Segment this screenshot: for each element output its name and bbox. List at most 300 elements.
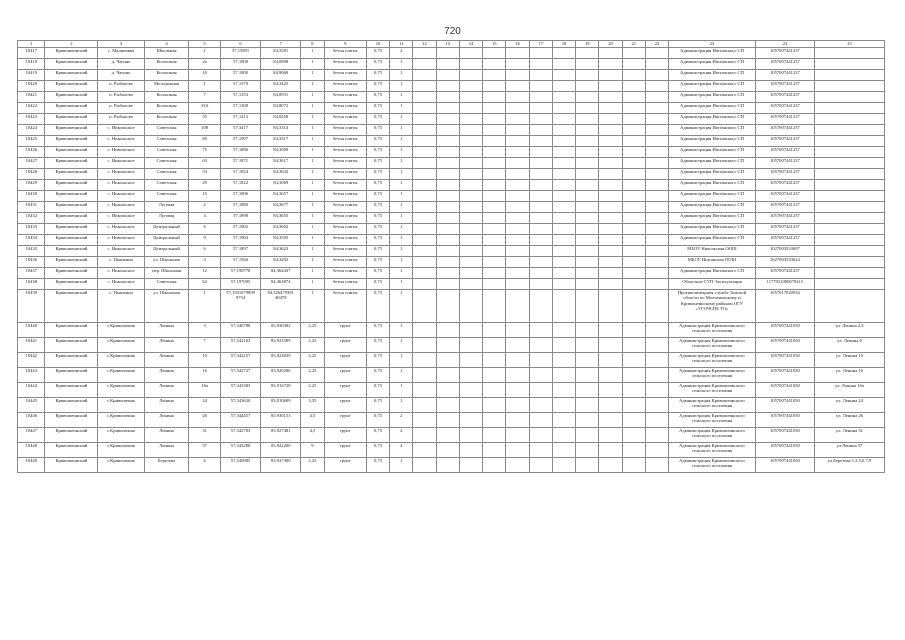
table-cell <box>529 158 552 169</box>
table-cell: с. Никольское <box>98 158 145 169</box>
table-cell <box>529 180 552 191</box>
table-cell <box>436 413 459 428</box>
table-cell: 1057007441050 <box>755 383 814 398</box>
table-cell <box>459 224 482 235</box>
table-cell: 4 <box>390 443 413 458</box>
table-cell: Администрация Кривошеинского сельского поселения <box>669 338 756 353</box>
table-cell: 1057007441050 <box>755 443 814 458</box>
table-cell: Кривошеинский <box>45 268 98 279</box>
table-cell <box>483 103 506 114</box>
table-cell: Кривошеинский <box>45 125 98 136</box>
table-cell <box>552 443 575 458</box>
table-cell <box>645 290 668 323</box>
table-cell: 1 <box>301 81 324 92</box>
table-cell <box>645 279 668 290</box>
table-cell <box>622 180 645 191</box>
table-cell <box>815 147 885 158</box>
table-cell <box>645 180 668 191</box>
table-cell <box>436 48 459 59</box>
table-cell: грунт <box>324 383 366 398</box>
table-cell: МБОУ Никольская ООШ <box>669 246 756 257</box>
table-cell: 6 <box>189 246 221 257</box>
table-cell: 1 <box>390 213 413 224</box>
table-cell <box>645 136 668 147</box>
table-cell <box>622 114 645 125</box>
table-cell <box>576 338 599 353</box>
table-cell <box>506 158 529 169</box>
table-cell: бетон плиты <box>324 213 366 224</box>
table-cell: 10419 <box>18 70 45 81</box>
table-cell: Администрация Иштанского СП <box>669 114 756 125</box>
table-cell: 1057007441237 <box>755 70 814 81</box>
table-cell <box>576 169 599 180</box>
column-number: 15 <box>483 41 506 48</box>
table-cell <box>529 81 552 92</box>
table-cell: с. Никольское <box>98 136 145 147</box>
table-cell <box>552 48 575 59</box>
table-cell: 1057007441237 <box>755 213 814 224</box>
table-row <box>18 257 885 268</box>
table-cell <box>576 235 599 246</box>
table-cell: 83,930153 <box>261 413 301 428</box>
table-cell <box>459 147 482 158</box>
table-cell <box>506 246 529 257</box>
table-cell <box>599 92 622 103</box>
table-cell: 2,25 <box>301 353 324 368</box>
table-cell <box>552 224 575 235</box>
table-cell: бетон плиты <box>324 48 366 59</box>
table-cell <box>459 257 482 268</box>
table-cell: 83,923589 <box>261 338 301 353</box>
column-number: 9 <box>324 41 366 48</box>
table-cell <box>622 136 645 147</box>
table-cell: 0,75 <box>366 279 389 290</box>
table-cell: Луговая <box>144 213 188 224</box>
table-cell <box>413 368 436 383</box>
table-cell: 10444 <box>18 383 45 398</box>
table-cell <box>622 213 645 224</box>
table-cell <box>529 338 552 353</box>
table-cell <box>506 224 529 235</box>
table-cell: грунт <box>324 413 366 428</box>
table-cell <box>815 246 885 257</box>
table-cell: Администрация Иштанского СП <box>669 224 756 235</box>
table-cell: 0,75 <box>366 323 389 338</box>
table-cell: 83,910609 <box>261 398 301 413</box>
table-cell: 0,75 <box>366 290 389 323</box>
table-cell: 3,35 <box>301 398 324 413</box>
table-cell <box>413 268 436 279</box>
table-cell: 1 <box>390 114 413 125</box>
table-cell: Кривошеинский <box>45 290 98 323</box>
table-cell: Ленина <box>144 443 188 458</box>
table-cell: 10422 <box>18 103 45 114</box>
table-cell: 84,3581 <box>261 48 301 59</box>
table-cell: Кривошеинский <box>45 180 98 191</box>
column-number: 20 <box>599 41 622 48</box>
table-cell: ул. Ленина 16а <box>815 383 885 398</box>
table-cell: 84,3595 <box>261 235 301 246</box>
table-cell <box>599 368 622 383</box>
table-cell: Советская <box>144 158 188 169</box>
table-cell: 0,75 <box>366 136 389 147</box>
table-cell <box>459 383 482 398</box>
table-row <box>18 125 885 136</box>
table-cell <box>815 224 885 235</box>
table-cell: с. Никольское <box>98 125 145 136</box>
table-cell <box>622 59 645 70</box>
table-cell: 1 <box>189 290 221 323</box>
table-cell: 0,75 <box>366 458 389 473</box>
table-cell <box>622 257 645 268</box>
table-cell: 1057007441237 <box>755 235 814 246</box>
table-cell <box>552 458 575 473</box>
table-cell <box>483 413 506 428</box>
table-cell: 2а <box>189 59 221 70</box>
table-cell: Администрация Иштанского СП <box>669 235 756 246</box>
table-cell <box>815 81 885 92</box>
table-cell: с.Кривошеино <box>98 383 145 398</box>
table-cell: бетон плиты <box>324 70 366 81</box>
table-cell: 10449 <box>18 458 45 473</box>
table-cell <box>506 257 529 268</box>
table-cell <box>645 257 668 268</box>
table-cell <box>436 257 459 268</box>
table-cell: Администрация Иштанского СП <box>669 92 756 103</box>
table-cell: 0,75 <box>366 158 389 169</box>
table-cell: Администрация Иштанского СП <box>669 180 756 191</box>
column-number: 13 <box>436 41 459 48</box>
table-cell: 84,3655 <box>261 213 301 224</box>
table-row <box>18 70 885 81</box>
table-cell: 57,1898 <box>220 213 260 224</box>
table-cell <box>529 224 552 235</box>
table-cell <box>552 191 575 202</box>
table-cell: 83,920286 <box>261 368 301 383</box>
table-cell: 1 <box>301 246 324 257</box>
table-cell <box>436 180 459 191</box>
table-cell <box>815 59 885 70</box>
table-cell <box>622 169 645 180</box>
table-cell: 10446 <box>18 413 45 428</box>
table-cell: Ленина <box>144 353 188 368</box>
table-cell: 62 <box>189 279 221 290</box>
table-cell: 6 <box>189 224 221 235</box>
table-header-row <box>18 41 885 48</box>
table-row <box>18 290 885 323</box>
table-cell: Администрация Иштанского СП <box>669 268 756 279</box>
table-cell <box>529 428 552 443</box>
column-number: 12 <box>413 41 436 48</box>
table-row <box>18 158 885 169</box>
table-cell: 84,3317 <box>261 136 301 147</box>
table-cell <box>436 353 459 368</box>
table-cell <box>599 458 622 473</box>
table-cell: ул. Ленина 6 <box>815 338 885 353</box>
table-cell <box>529 268 552 279</box>
table-cell <box>552 114 575 125</box>
table-cell <box>413 383 436 398</box>
table-cell: 9 <box>301 443 324 458</box>
table-cell: 10442 <box>18 353 45 368</box>
table-cell: 1 <box>390 257 413 268</box>
table-cell <box>506 235 529 246</box>
table-cell: 1 <box>390 158 413 169</box>
table-cell <box>815 125 885 136</box>
table-cell <box>622 103 645 114</box>
table-cell <box>436 235 459 246</box>
table-cell <box>622 458 645 473</box>
table-cell: с.Кривошеино <box>98 398 145 413</box>
table-cell <box>413 114 436 125</box>
table-cell: 57,1353 <box>220 92 260 103</box>
table-cell: Администрация Кривошеинского сельского поселения <box>669 413 756 428</box>
table-cell <box>483 443 506 458</box>
table-cell: 10426 <box>18 147 45 158</box>
table-cell: 1 <box>301 136 324 147</box>
table-cell: 57,342703 <box>220 428 260 443</box>
table-cell <box>552 323 575 338</box>
table-cell: Колхозная <box>144 114 188 125</box>
table-cell <box>529 147 552 158</box>
table-cell: 1057007441050 <box>755 413 814 428</box>
table-cell <box>576 59 599 70</box>
table-cell <box>645 353 668 368</box>
table-cell: 1057007441237 <box>755 103 814 114</box>
table-cell <box>506 213 529 224</box>
table-cell <box>815 191 885 202</box>
table-cell <box>599 70 622 81</box>
table-cell: 2,25 <box>301 383 324 398</box>
table-cell <box>529 169 552 180</box>
table-cell: Колхозная <box>144 70 188 81</box>
table-cell: 57,344457 <box>220 413 260 428</box>
table-cell <box>506 70 529 81</box>
table-cell: ул. Школьная <box>144 290 188 323</box>
table-cell <box>529 59 552 70</box>
table-cell: Администрация Иштанского СП <box>669 48 756 59</box>
table-cell <box>622 48 645 59</box>
table-cell <box>436 147 459 158</box>
table-cell <box>506 443 529 458</box>
table-cell: 0,75 <box>366 235 389 246</box>
table-cell <box>436 383 459 398</box>
table-cell: 57,1566 <box>220 257 260 268</box>
table-cell: ул. Ленина 2,3 <box>815 323 885 338</box>
table-cell <box>552 70 575 81</box>
table-cell: Администрация Кривошеинского сельского поселения <box>669 443 756 458</box>
table-cell: 0,75 <box>366 70 389 81</box>
table-cell: 1 <box>301 191 324 202</box>
table-cell: 15 <box>189 191 221 202</box>
table-cell: 0,75 <box>366 338 389 353</box>
table-cell <box>552 257 575 268</box>
table-cell: 55 <box>189 114 221 125</box>
table-cell: Кривошеинский <box>45 213 98 224</box>
table-cell <box>436 368 459 383</box>
table-cell <box>483 92 506 103</box>
table-cell <box>436 224 459 235</box>
table-cell: Кривошеинский <box>45 398 98 413</box>
table-cell: 3 <box>189 323 221 338</box>
table-cell: Ленина <box>144 368 188 383</box>
table-cell: 1 <box>301 147 324 158</box>
table-cell <box>506 125 529 136</box>
table-cell: 4,5 <box>301 413 324 428</box>
table-cell: 57,340985 <box>220 458 260 473</box>
table-cell <box>552 428 575 443</box>
table-cell: 1177031080079415 <box>755 279 814 290</box>
table-cell <box>552 398 575 413</box>
table-cell <box>506 202 529 213</box>
column-number: 10 <box>366 41 389 48</box>
table-cell: Кривошеинский <box>45 353 98 368</box>
table-cell <box>622 224 645 235</box>
table-cell <box>552 268 575 279</box>
table-cell: 57,1300 <box>220 103 260 114</box>
table-cell: 37 <box>189 443 221 458</box>
table-cell <box>413 224 436 235</box>
table-cell: с. Никольское <box>98 224 145 235</box>
table-cell <box>576 224 599 235</box>
table-cell <box>506 428 529 443</box>
table-cell <box>506 458 529 473</box>
table-cell <box>436 92 459 103</box>
table-cell <box>576 202 599 213</box>
table-cell: 84,3602 <box>261 224 301 235</box>
table-cell: 0,75 <box>366 202 389 213</box>
table-cell: Кривошеинский <box>45 235 98 246</box>
table-cell: Кривошеинский <box>45 246 98 257</box>
table-cell: 0,75 <box>366 268 389 279</box>
table-cell: 57,1591679899 9754 <box>220 290 260 323</box>
table-cell <box>815 290 885 323</box>
table-cell: п. Рыбалово <box>98 81 145 92</box>
table-cell <box>483 323 506 338</box>
table-cell <box>483 70 506 81</box>
table-row <box>18 398 885 413</box>
table-cell: 83,930382 <box>261 323 301 338</box>
table-cell: 9 <box>189 235 221 246</box>
table-cell: Кривошеинский <box>45 81 98 92</box>
table-cell <box>576 257 599 268</box>
table-cell <box>599 353 622 368</box>
table-cell: 84,3623 <box>261 246 301 257</box>
table-cell <box>436 158 459 169</box>
table-cell: 1 <box>301 158 324 169</box>
table-cell <box>506 383 529 398</box>
table-cell: Кривошеинский <box>45 257 98 268</box>
table-cell <box>622 398 645 413</box>
table-cell: 1027003533624 <box>755 257 814 268</box>
table-cell: 57,1871 <box>220 158 260 169</box>
table-cell <box>529 413 552 428</box>
table-cell <box>645 213 668 224</box>
table-cell: Администрация Иштанского СП <box>669 125 756 136</box>
table-cell: 1057007441237 <box>755 191 814 202</box>
table-cell <box>483 213 506 224</box>
table-cell <box>459 169 482 180</box>
table-cell <box>413 48 436 59</box>
table-cell <box>459 353 482 368</box>
table-cell <box>576 428 599 443</box>
table-cell: 63 <box>189 158 221 169</box>
table-cell <box>529 114 552 125</box>
table-cell <box>413 246 436 257</box>
table-cell <box>599 114 622 125</box>
table-cell <box>529 136 552 147</box>
table-cell: 1 <box>390 92 413 103</box>
table-cell <box>436 114 459 125</box>
table-cell <box>576 383 599 398</box>
table-row <box>18 353 885 368</box>
table-cell <box>459 180 482 191</box>
table-cell: 10447 <box>18 428 45 443</box>
table-cell: бетон плиты <box>324 136 366 147</box>
table-cell <box>436 246 459 257</box>
table-cell <box>552 103 575 114</box>
table-row <box>18 383 885 398</box>
table-cell: с. Никольское <box>98 169 145 180</box>
table-row <box>18 443 885 458</box>
table-cell <box>576 323 599 338</box>
table-cell <box>459 81 482 92</box>
table-cell <box>506 368 529 383</box>
table-cell: Кривошеинский <box>45 59 98 70</box>
table-cell <box>413 257 436 268</box>
table-cell: 57,343630 <box>220 398 260 413</box>
table-cell <box>622 353 645 368</box>
column-number: 2 <box>45 41 98 48</box>
table-row <box>18 202 885 213</box>
table-cell: с. Никольское <box>98 279 145 290</box>
table-row <box>18 323 885 338</box>
table-cell <box>459 202 482 213</box>
table-cell <box>576 114 599 125</box>
column-number: 18 <box>552 41 575 48</box>
table-cell: 1 <box>390 323 413 338</box>
table-cell <box>645 147 668 158</box>
table-cell: Советская <box>144 136 188 147</box>
table-row <box>18 235 885 246</box>
table-cell: с.Кривошеино <box>98 413 145 428</box>
table-cell <box>459 413 482 428</box>
table-cell <box>645 398 668 413</box>
table-cell: Кривошеинский <box>45 428 98 443</box>
table-cell: 1 <box>390 279 413 290</box>
table-cell <box>483 114 506 125</box>
table-cell: грунт <box>324 353 366 368</box>
table-cell <box>413 213 436 224</box>
table-cell: с.Кривошеино <box>98 338 145 353</box>
table-cell: Кривошеинский <box>45 169 98 180</box>
table-cell <box>529 383 552 398</box>
table-row <box>18 103 885 114</box>
table-cell: 10441 <box>18 338 45 353</box>
table-cell: 84,9069 <box>261 70 301 81</box>
table-cell <box>483 257 506 268</box>
table-cell: Центральный <box>144 235 188 246</box>
table-cell <box>436 191 459 202</box>
table-cell: 1 <box>390 398 413 413</box>
table-cell <box>622 338 645 353</box>
table-cell: 1 <box>301 235 324 246</box>
table-cell: 1057007441237 <box>755 81 814 92</box>
table-cell <box>622 246 645 257</box>
table-cell <box>506 413 529 428</box>
table-cell <box>459 323 482 338</box>
table-cell: 10421 <box>18 92 45 103</box>
